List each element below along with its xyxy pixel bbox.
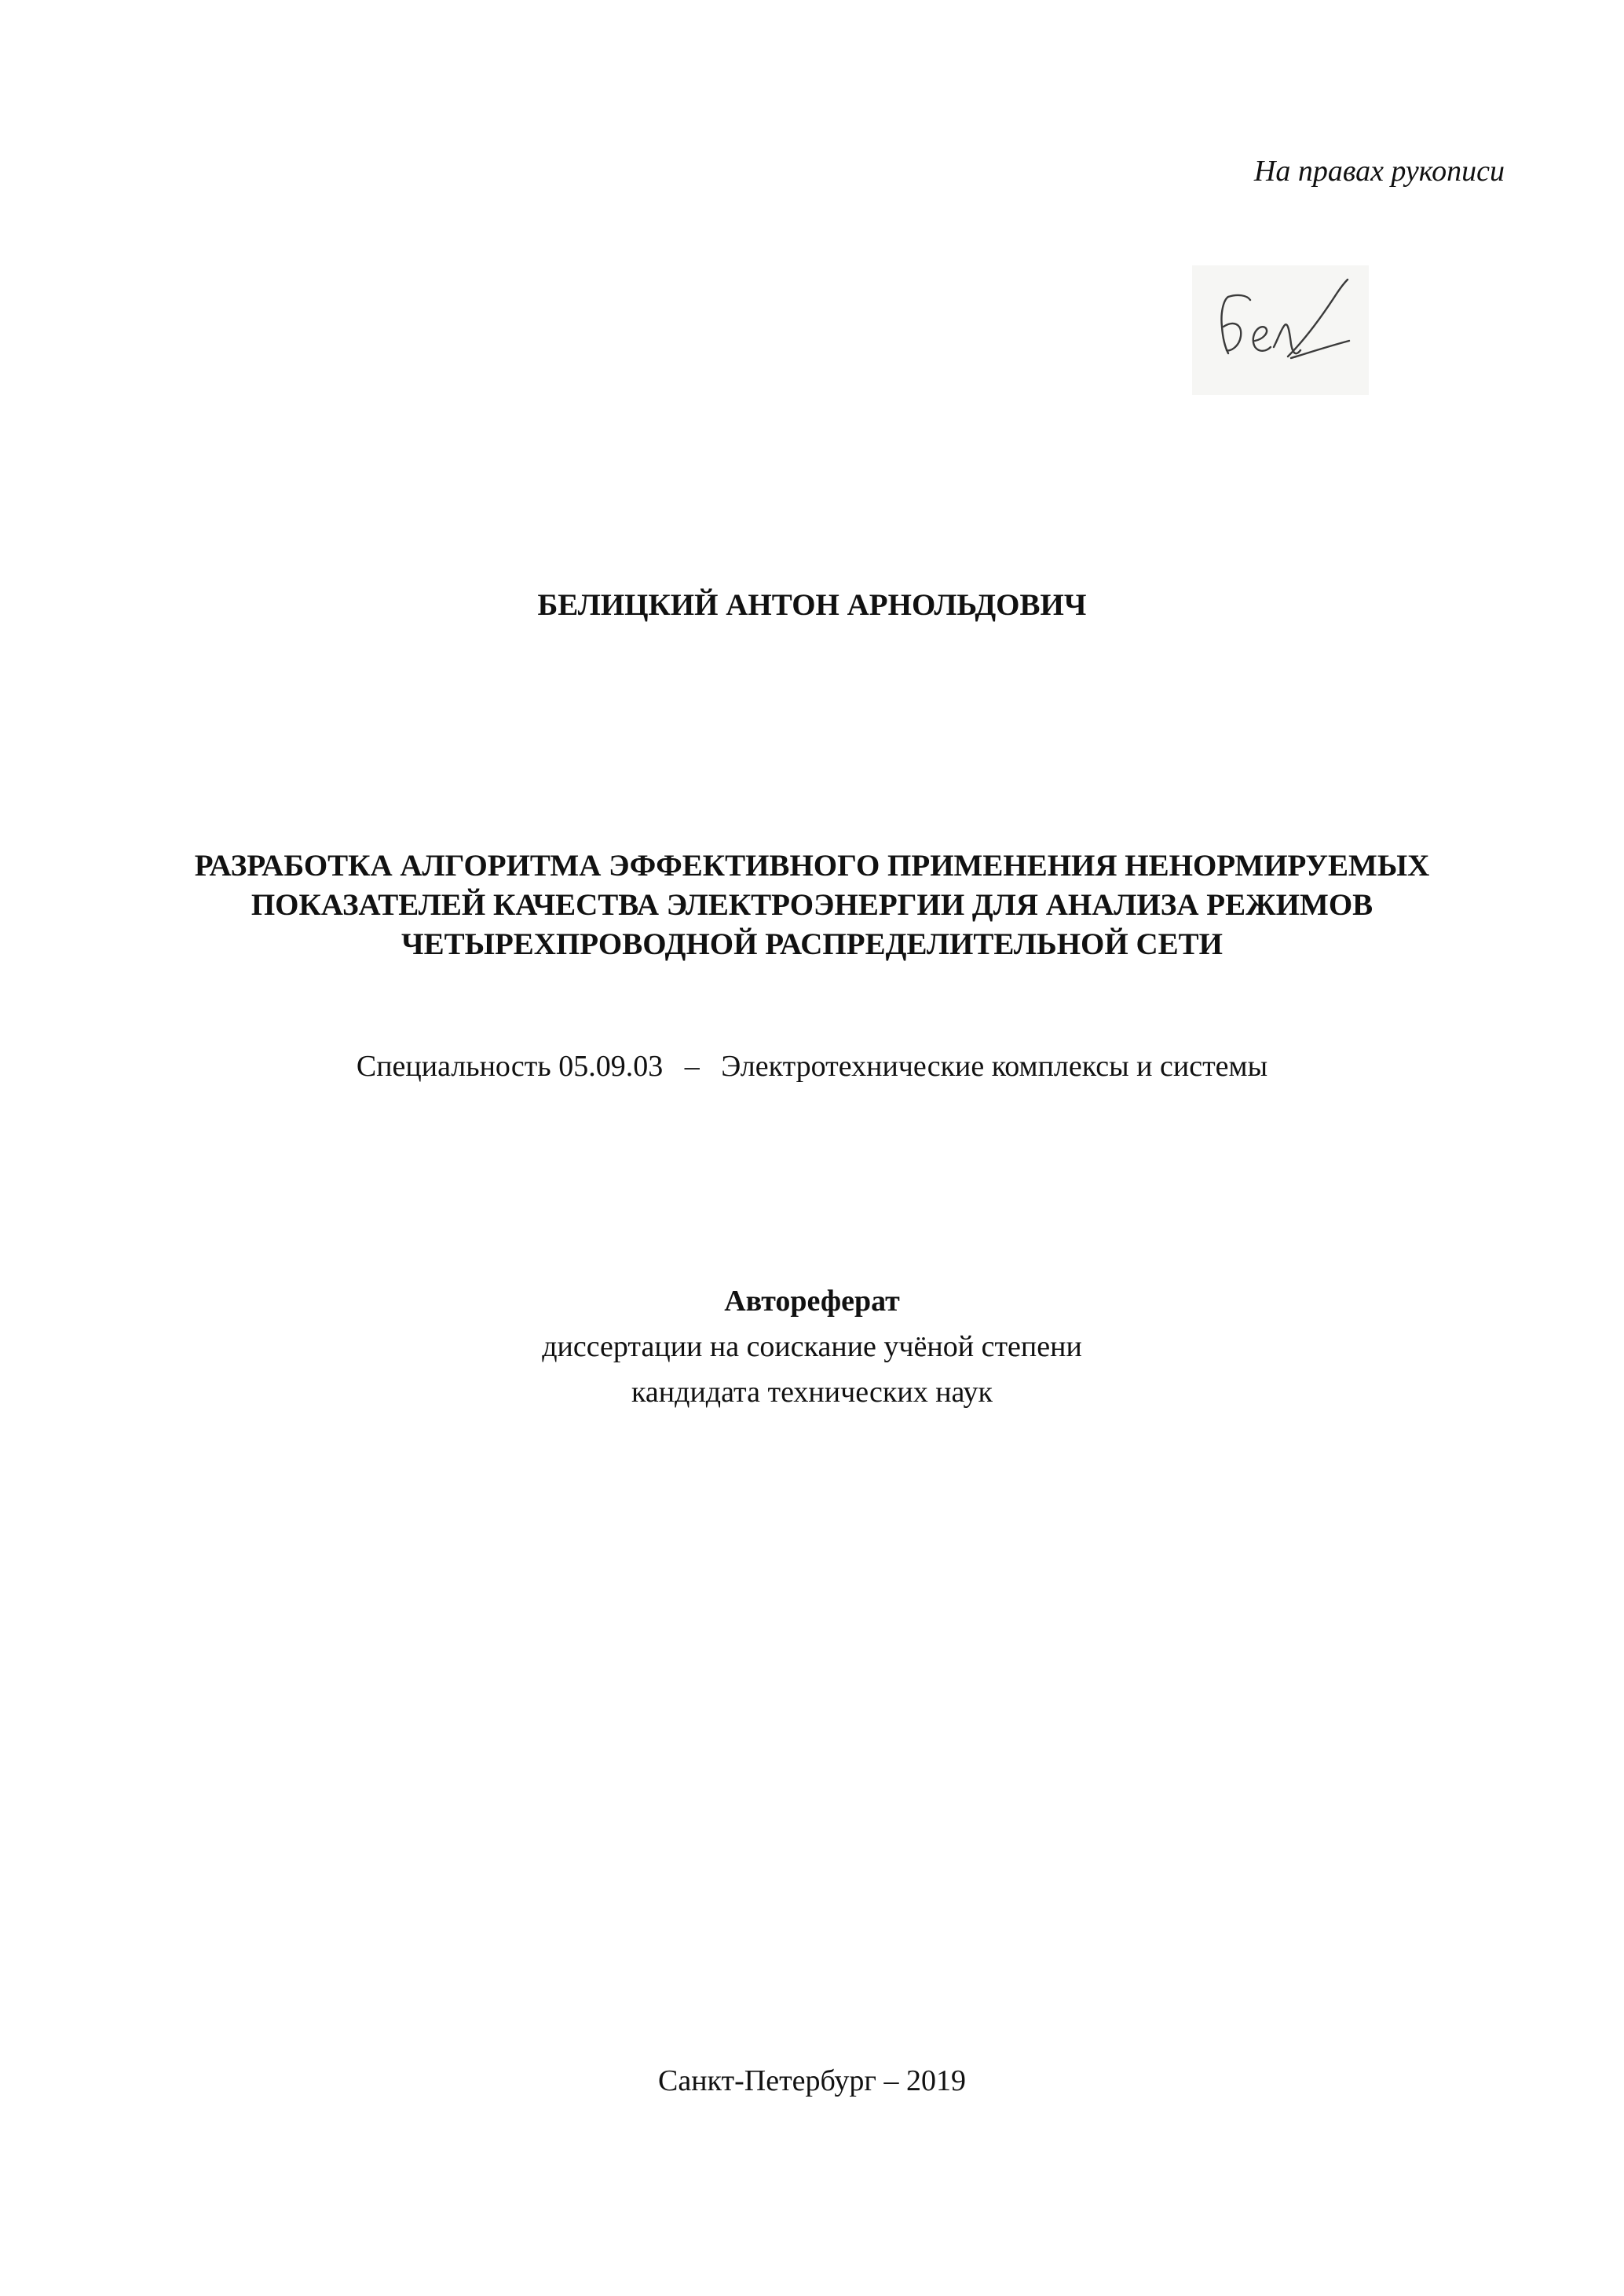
- abstract-degree-field: кандидата технических наук: [631, 1376, 993, 1409]
- specialty-code: 05.09.03: [558, 1050, 664, 1083]
- city-year: Санкт-Петербург – 2019: [657, 2064, 967, 2097]
- signature-image: [1192, 265, 1369, 395]
- abstract-label: Автореферат: [724, 1285, 900, 1318]
- abstract-degree-line: диссертации на соискание учёной степени: [542, 1330, 1082, 1363]
- manuscript-note: На правах рукописи: [1253, 155, 1505, 188]
- specialty-label: Специальность: [356, 1050, 551, 1083]
- title-line: РАЗРАБОТКА АЛГОРИТМА ЭФФЕКТИВНОГО ПРИМЕНЕНИЯ НЕНОРМИРУЕМЫХ: [194, 849, 1430, 883]
- specialty-separator: –: [684, 1050, 700, 1083]
- abstract-block: [0, 1278, 1624, 1415]
- specialty-line: [0, 1049, 1624, 1084]
- author-name: БЕЛИЦКИЙ АНТОН АРНОЛЬДОВИЧ: [537, 588, 1087, 622]
- title-line: ЧЕТЫРЕХПРОВОДНОЙ РАСПРЕДЕЛИТЕЛЬНОЙ СЕТИ: [401, 927, 1223, 961]
- title-line: ПОКАЗАТЕЛЕЙ КАЧЕСТВА ЭЛЕКТРОЭНЕРГИИ ДЛЯ АНАЛИЗА РЕЖИМОВ: [251, 888, 1373, 922]
- specialty-name: Электротехнические комплексы и системы: [721, 1050, 1268, 1083]
- dissertation-title: [0, 846, 1624, 964]
